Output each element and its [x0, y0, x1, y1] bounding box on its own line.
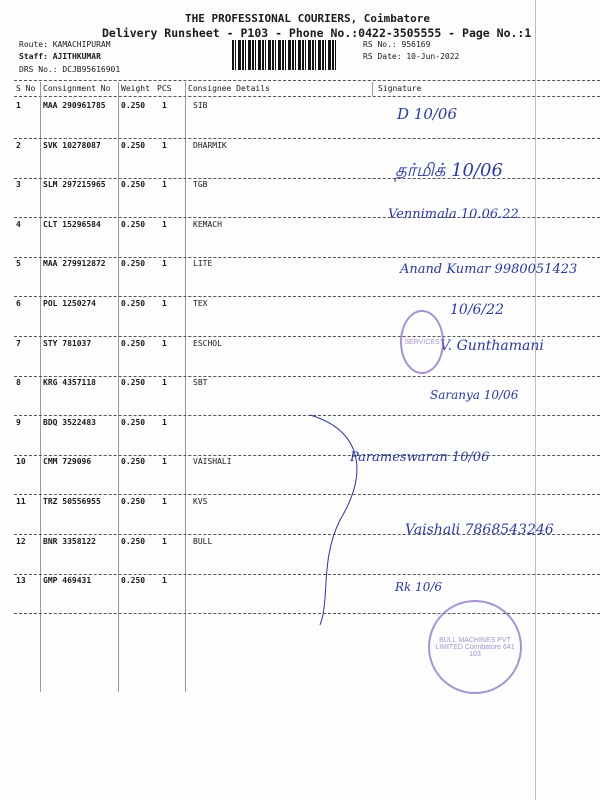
consignment-no: SVK 10278087	[43, 140, 101, 150]
pcs: 1	[162, 417, 167, 427]
company-stamp: BULL MACHINES PVT LIMITED Coimbatore 641 103	[428, 600, 522, 694]
pcs: 1	[162, 101, 167, 110]
divider	[14, 257, 600, 258]
weight: 0.250	[121, 536, 146, 546]
company-name: THE PROFESSIONAL COURIERS, Coimbatore	[185, 12, 431, 25]
weight: 0.250	[121, 140, 146, 150]
weight: 0.250	[121, 417, 146, 427]
weight: 0.250	[121, 457, 146, 467]
consignee: TEX	[193, 299, 208, 308]
rs-no: RS No.: 956169	[363, 40, 431, 49]
consignee: BULL	[193, 536, 213, 546]
row-sno: 9	[16, 417, 21, 427]
consignment-no: CLT 15296584	[43, 219, 101, 229]
col-weight: Weight	[121, 84, 150, 93]
services-stamp: SERVICES	[400, 310, 444, 374]
col-sno: S No	[16, 84, 36, 93]
divider	[14, 178, 600, 179]
row-sno: 5	[16, 259, 21, 269]
row-sno: 8	[16, 378, 21, 388]
signature: V. Gunthamani	[440, 338, 544, 354]
weight: 0.250	[121, 378, 146, 388]
row-sno: 3	[16, 180, 21, 190]
signature: Saranya 10/06	[430, 388, 519, 402]
signature: D 10/06	[397, 105, 458, 123]
consignee: LITE	[193, 259, 213, 269]
consignee: SBT	[193, 378, 208, 388]
weight: 0.250	[121, 299, 146, 308]
table-row	[0, 141, 600, 181]
weight: 0.250	[121, 180, 146, 190]
divider	[14, 96, 600, 97]
table-row	[0, 299, 600, 339]
consignment-no: MAA 290961785	[43, 101, 106, 110]
pcs: 1	[162, 299, 167, 308]
barcode	[232, 40, 336, 70]
pcs: 1	[162, 338, 167, 348]
pcs: 1	[162, 219, 167, 229]
divider	[14, 376, 600, 377]
rs-date: RS Date: 10-Jun-2022	[363, 52, 460, 61]
consignment-no: SLM 297215965	[43, 180, 106, 190]
row-sno: 2	[16, 140, 21, 150]
signature: 10/6/22	[450, 302, 504, 318]
signature: Rk 10/6	[395, 580, 443, 594]
row-sno: 13	[16, 576, 26, 586]
consignee: VAISHALI	[193, 457, 232, 467]
row-sno: 11	[16, 497, 26, 506]
consignment-no: BDQ 3522483	[43, 417, 96, 427]
consignment-no: STY 781037	[43, 338, 92, 348]
signature: Vaishali 7868543246	[405, 522, 554, 538]
consignee: SIB	[193, 101, 208, 110]
row-sno: 10	[16, 457, 26, 467]
pcs: 1	[162, 576, 167, 586]
signature: Vennimala 10.06.22	[388, 207, 519, 222]
weight: 0.250	[121, 101, 146, 110]
row-sno: 1	[16, 101, 21, 110]
weight: 0.250	[121, 576, 146, 586]
col-pcs: PCS	[157, 84, 172, 93]
signature: தர்மிக் 10/06	[395, 160, 503, 181]
pcs: 1	[162, 180, 167, 190]
pen-stroke	[300, 410, 420, 630]
consignment-no: MAA 279912872	[43, 259, 106, 269]
col-consignment: Consignment No	[43, 84, 111, 93]
table-row	[0, 259, 600, 299]
consignment-no: POL 1250274	[43, 299, 96, 308]
table-row	[0, 101, 600, 141]
consignee: TGB	[193, 180, 208, 190]
consignee: KEMACH	[193, 219, 222, 229]
row-sno: 6	[16, 299, 21, 308]
consignee: DHARMIK	[193, 140, 227, 150]
divider	[14, 296, 600, 297]
pcs: 1	[162, 140, 167, 150]
signature: Parameswaran 10/06	[350, 450, 490, 465]
staff: Staff: AJITHKUMAR	[19, 52, 101, 61]
weight: 0.250	[121, 219, 146, 229]
row-sno: 4	[16, 219, 21, 229]
col-consignee: Consignee Details	[188, 84, 270, 93]
table-row	[0, 339, 600, 379]
consignment-no: GMP 469431	[43, 576, 92, 586]
consignee: ESCHOL	[193, 338, 222, 348]
drs-no: DRS No.: DCJB95616901	[19, 65, 121, 74]
signature: Anand Kumar 9980051423	[400, 262, 578, 277]
divider	[14, 138, 600, 139]
row-sno: 12	[16, 536, 26, 546]
route: Route: KAMACHIPURAM	[19, 40, 111, 49]
pcs: 1	[162, 497, 167, 506]
consignment-no: TRZ 50556955	[43, 497, 101, 506]
weight: 0.250	[121, 338, 146, 348]
pcs: 1	[162, 536, 167, 546]
table-row	[0, 220, 600, 260]
consignment-no: BNR 3358122	[43, 536, 96, 546]
divider	[14, 80, 600, 81]
pcs: 1	[162, 259, 167, 269]
pcs: 1	[162, 378, 167, 388]
col-signature: Signature	[378, 84, 422, 93]
row-sno: 7	[16, 338, 21, 348]
weight: 0.250	[121, 497, 146, 506]
divider	[14, 336, 600, 337]
consignment-no: CMM 729096	[43, 457, 92, 467]
weight: 0.250	[121, 259, 146, 269]
runsheet-title: Delivery Runsheet - P103 - Phone No.:0422-3505555 - Page No.:1	[102, 26, 532, 40]
consignee: KVS	[193, 497, 208, 506]
pcs: 1	[162, 457, 167, 467]
consignment-no: KRG 4357118	[43, 378, 96, 388]
